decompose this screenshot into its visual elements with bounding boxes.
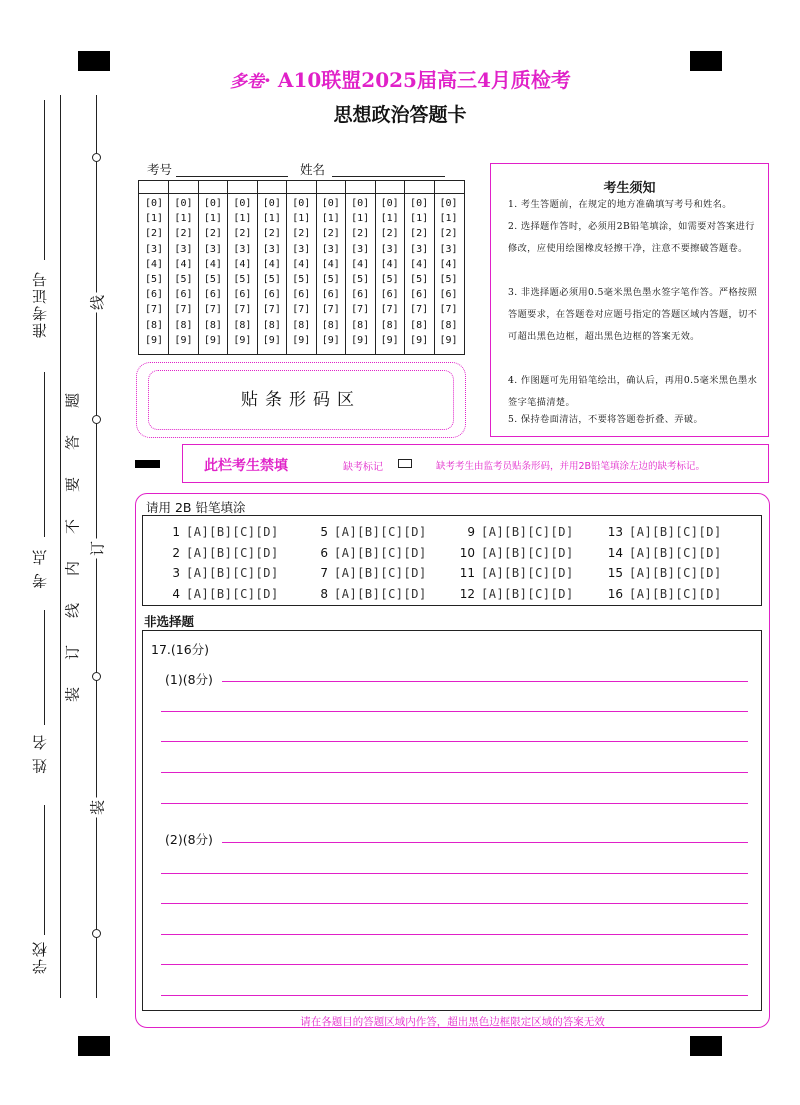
digit-bubble[interactable]: [4] xyxy=(439,258,458,270)
choice-number: 14 xyxy=(607,545,623,560)
warn-char-4: 不 xyxy=(63,519,82,535)
digit-bubble[interactable]: [2] xyxy=(351,228,370,240)
digit-bubble[interactable]: [9] xyxy=(439,334,458,346)
digit-bubble[interactable]: [4] xyxy=(233,258,252,270)
digit-bubble[interactable]: [4] xyxy=(292,258,311,270)
binding-hole-2 xyxy=(92,415,101,424)
essay-heading: 非选择题 xyxy=(144,614,195,629)
digit-bubble[interactable]: [7] xyxy=(380,304,399,316)
choice-question[interactable] xyxy=(455,566,574,580)
digit-bubble[interactable]: [6] xyxy=(174,289,193,301)
choice-options[interactable]: [A][B][C][D] xyxy=(186,586,279,601)
choice-options[interactable]: [A][B][C][D] xyxy=(334,545,427,560)
digit-bubble[interactable]: [0] xyxy=(292,198,311,209)
digit-bubble[interactable]: [7] xyxy=(262,304,281,316)
digit-bubble[interactable]: [3] xyxy=(262,243,281,255)
field-site-blank xyxy=(44,372,45,537)
choice-number: 15 xyxy=(607,566,623,580)
digit-bubble[interactable]: [7] xyxy=(233,304,252,316)
digit-bubble[interactable]: [6] xyxy=(203,289,222,301)
digit-bubble[interactable]: [6] xyxy=(292,289,311,301)
digit-bubble[interactable]: [1] xyxy=(292,213,311,225)
binding-hole-3 xyxy=(92,672,101,681)
warn-char-3: 要 xyxy=(63,477,82,493)
digit-bubble[interactable]: [7] xyxy=(439,304,458,316)
field-exam-no-label: 准考证号 xyxy=(31,270,49,338)
choice-options[interactable]: [A][B][C][D] xyxy=(629,545,722,560)
forbid-box xyxy=(182,444,769,483)
digit-bubble[interactable]: [1] xyxy=(351,213,370,225)
digit-bubble[interactable]: [6] xyxy=(144,289,164,301)
digit-bubble[interactable]: [9] xyxy=(351,334,370,346)
digit-bubble[interactable]: [4] xyxy=(262,258,281,270)
grid-write-row[interactable] xyxy=(139,181,464,194)
digit-bubble[interactable]: [5] xyxy=(174,274,193,285)
cut-mark-bind: 订 xyxy=(87,539,108,559)
digit-bubble[interactable]: [8] xyxy=(262,319,281,331)
digit-bubble[interactable]: [4] xyxy=(321,258,340,270)
digit-bubble[interactable]: [8] xyxy=(233,319,252,331)
field-exam-no-blank xyxy=(44,100,45,260)
digit-bubble[interactable]: [1] xyxy=(174,213,193,225)
field-name-blank xyxy=(44,610,45,725)
binding-hole-4 xyxy=(92,929,101,938)
digit-bubble[interactable]: [6] xyxy=(321,289,340,301)
choice-question[interactable] xyxy=(455,546,574,560)
exam-number-grid xyxy=(138,180,465,355)
digit-bubble[interactable]: [3] xyxy=(144,243,164,255)
absent-note: 缺考考生由监考员贴条形码，并用2B铅笔填涂左边的缺考标记。 xyxy=(436,461,706,472)
choice-number: 5 xyxy=(320,525,328,539)
choice-options[interactable]: [A][B][C][D] xyxy=(186,525,279,539)
digit-bubble[interactable]: [3] xyxy=(292,243,311,255)
choice-options[interactable]: [A][B][C][D] xyxy=(334,525,427,539)
choice-question[interactable] xyxy=(308,587,427,601)
digit-bubble[interactable]: [6] xyxy=(380,289,399,301)
digit-bubble[interactable]: [3] xyxy=(380,243,399,255)
choice-question[interactable] xyxy=(308,525,427,539)
choice-number: 16 xyxy=(607,586,623,601)
digit-bubble[interactable]: [6] xyxy=(439,289,458,301)
choice-options[interactable]: [A][B][C][D] xyxy=(481,525,574,539)
absent-label: 缺考标记 xyxy=(343,462,383,473)
digit-bubble[interactable]: [8] xyxy=(174,319,193,331)
digit-bubble[interactable]: [4] xyxy=(203,258,222,270)
choice-question[interactable] xyxy=(603,546,722,560)
digit-bubble[interactable]: [4] xyxy=(174,258,193,270)
answer-line-2[interactable] xyxy=(161,711,748,712)
notice-item-5: 5. 保持卷面清洁，不要将答题卷折叠、弄破。 xyxy=(508,414,704,425)
choice-options[interactable]: [A][B][C][D] xyxy=(481,586,574,601)
choice-question[interactable] xyxy=(160,587,279,601)
digit-bubble[interactable]: [5] xyxy=(144,274,164,285)
warn-char-6: 线 xyxy=(63,603,82,619)
digit-bubble[interactable]: [7] xyxy=(144,304,164,316)
notice-title: 考生须知 xyxy=(603,181,656,196)
digit-bubble[interactable]: [2] xyxy=(321,228,340,240)
warn-char-7: 订 xyxy=(63,645,82,661)
digit-bubble[interactable]: [1] xyxy=(380,213,399,225)
digit-bubble[interactable]: [8] xyxy=(351,319,370,331)
answer-line-7[interactable] xyxy=(161,873,748,874)
answer-line-5[interactable] xyxy=(161,803,748,804)
choice-question[interactable] xyxy=(455,525,574,539)
digit-bubble[interactable]: [1] xyxy=(321,213,340,225)
digit-bubble[interactable]: [4] xyxy=(144,258,164,270)
corner-marker-bottom-left xyxy=(78,1036,110,1056)
corner-marker-bottom-right xyxy=(690,1036,722,1056)
digit-bubble[interactable]: [1] xyxy=(203,213,222,225)
warn-char-8: 装 xyxy=(63,687,82,703)
binding-line-outer xyxy=(60,95,61,998)
warn-char-5: 内 xyxy=(63,561,82,577)
choice-options[interactable]: [A][B][C][D] xyxy=(334,566,427,580)
digit-bubble[interactable]: [2] xyxy=(174,228,193,240)
choice-number: 11 xyxy=(459,566,475,580)
digit-bubble[interactable]: [7] xyxy=(351,304,370,316)
choice-options[interactable]: [A][B][C][D] xyxy=(629,586,722,601)
choice-number: 8 xyxy=(320,586,328,601)
digit-bubble[interactable]: [4] xyxy=(410,258,429,270)
choice-options[interactable]: [A][B][C][D] xyxy=(334,586,427,601)
digit-bubble[interactable]: [1] xyxy=(410,213,429,225)
choice-question[interactable] xyxy=(308,546,427,560)
digit-bubble[interactable]: [2] xyxy=(262,228,281,240)
header-title-row xyxy=(230,64,650,93)
digit-bubble[interactable]: [2] xyxy=(380,228,399,240)
field-site-label: 考 点 xyxy=(31,548,49,589)
digit-bubble[interactable]: [8] xyxy=(380,319,399,331)
cut-mark-stitch: 装 xyxy=(87,798,108,818)
digit-bubble[interactable]: [5] xyxy=(410,274,429,285)
binding-warning-column xyxy=(62,380,82,720)
name-label: 姓名 xyxy=(300,162,326,177)
digit-bubble[interactable]: [3] xyxy=(174,243,193,255)
choice-question[interactable] xyxy=(603,566,722,580)
answer-line-3[interactable] xyxy=(161,741,748,742)
digit-bubble[interactable]: [5] xyxy=(203,274,222,285)
answer-line-6[interactable] xyxy=(222,842,748,843)
exam-no-input-line[interactable] xyxy=(176,176,288,177)
digit-bubble[interactable]: [6] xyxy=(262,289,281,301)
digit-bubble[interactable]: [4] xyxy=(351,258,370,270)
digit-bubble[interactable]: [5] xyxy=(233,274,252,285)
digit-bubble[interactable]: [0] xyxy=(203,198,222,209)
choice-question[interactable] xyxy=(308,566,427,580)
choice-number: 2 xyxy=(172,545,180,560)
digit-bubble[interactable]: [2] xyxy=(439,228,458,240)
digit-bubble[interactable]: [8] xyxy=(439,319,458,331)
digit-bubble[interactable]: [9] xyxy=(174,334,193,346)
choice-number: 3 xyxy=(172,566,180,580)
choice-heading: 请用 2B 铅笔填涂 xyxy=(146,500,246,515)
digit-bubble[interactable]: [2] xyxy=(292,228,311,240)
exam-no-label: 考号 xyxy=(147,162,173,177)
choice-number: 12 xyxy=(459,586,475,601)
notice-item-3: 3. 非选择题必须用0.5毫米黑色墨水签字笔作答。严格按照答题要求，在答题卷对应题号指定的答题区域内答题，切不可超出黑色边框，超出黑色边框的答案无效。 xyxy=(508,287,758,342)
field-school-blank xyxy=(44,805,45,935)
choice-number: 1 xyxy=(172,525,180,539)
choice-number: 13 xyxy=(607,525,623,539)
digit-bubble[interactable]: [8] xyxy=(144,319,164,331)
notice-box xyxy=(490,163,769,437)
digit-bubble[interactable]: [7] xyxy=(321,304,340,316)
choice-options[interactable]: [A][B][C][D] xyxy=(481,566,574,580)
field-name-label: 姓 名 xyxy=(31,733,49,774)
warn-char-2: 答 xyxy=(63,435,82,451)
digit-bubble[interactable]: [9] xyxy=(321,334,340,346)
choice-question[interactable] xyxy=(603,525,722,539)
digit-bubble[interactable]: [5] xyxy=(380,274,399,285)
digit-bubble[interactable]: [1] xyxy=(262,213,281,225)
digit-bubble[interactable]: [0] xyxy=(321,198,340,209)
digit-bubble[interactable]: [5] xyxy=(439,274,458,285)
digit-bubble[interactable]: [6] xyxy=(233,289,252,301)
timing-mark xyxy=(135,460,160,468)
digit-bubble[interactable]: [6] xyxy=(410,289,429,301)
digit-bubble[interactable]: [9] xyxy=(203,334,222,346)
digit-bubble[interactable]: [7] xyxy=(203,304,222,316)
digit-bubble[interactable]: [3] xyxy=(410,243,429,255)
digit-bubble[interactable]: [6] xyxy=(351,289,370,301)
digit-bubble[interactable]: [5] xyxy=(262,274,281,285)
digit-bubble[interactable]: [3] xyxy=(321,243,340,255)
brand-logo: 多卷 xyxy=(230,72,264,92)
question-17-label: 17.(16分) xyxy=(151,642,210,657)
digit-bubble[interactable]: [9] xyxy=(292,334,311,346)
digit-bubble[interactable]: [5] xyxy=(292,274,311,285)
choice-number: 10 xyxy=(459,545,475,560)
digit-bubble[interactable]: [0] xyxy=(351,198,370,209)
notice-item-1: 1. 考生答题前，在规定的地方准确填写考号和姓名。 xyxy=(508,199,732,210)
choice-number: 7 xyxy=(320,566,328,580)
digit-bubble[interactable]: [8] xyxy=(321,319,340,331)
digit-bubble[interactable]: [8] xyxy=(203,319,222,331)
notice-item-2: 2. 选择题作答时，必须用2B铅笔填涂，如需要对答案进行修改，应使用绘图橡皮轻擦干净，注意不要擦破答题卷。 xyxy=(508,221,755,254)
binding-hole-1 xyxy=(92,153,101,162)
choice-question[interactable] xyxy=(160,546,279,560)
choice-box xyxy=(142,515,762,606)
digit-bubble[interactable]: [9] xyxy=(233,334,252,346)
digit-bubble[interactable]: [0] xyxy=(144,198,164,209)
digit-bubble[interactable]: [0] xyxy=(233,198,252,209)
choice-number: 4 xyxy=(172,586,180,601)
digit-bubble[interactable]: [0] xyxy=(410,198,429,209)
choice-options[interactable]: [A][B][C][D] xyxy=(186,545,279,560)
cut-mark-line: 线 xyxy=(87,293,108,313)
digit-bubble[interactable]: [2] xyxy=(144,228,164,240)
digit-bubble[interactable]: [4] xyxy=(380,258,399,270)
choice-options[interactable]: [A][B][C][D] xyxy=(629,525,722,539)
digit-bubble[interactable]: [8] xyxy=(410,319,429,331)
choice-number: 9 xyxy=(467,525,475,539)
name-input-line[interactable] xyxy=(332,176,445,177)
digit-bubble[interactable]: [0] xyxy=(174,198,193,209)
choice-question[interactable] xyxy=(160,566,279,580)
digit-bubble[interactable]: [9] xyxy=(410,334,429,346)
header-title: · A10联盟2025届高三4月质检考 xyxy=(264,68,571,92)
digit-bubble[interactable]: [0] xyxy=(262,198,281,209)
digit-bubble[interactable]: [5] xyxy=(351,274,370,285)
barcode-label: 贴条形码区 xyxy=(241,390,361,410)
choice-question[interactable] xyxy=(455,587,574,601)
barcode-area[interactable] xyxy=(136,362,466,438)
choice-options[interactable]: [A][B][C][D] xyxy=(186,566,279,580)
digit-bubble[interactable]: [7] xyxy=(410,304,429,316)
answer-line-10[interactable] xyxy=(161,964,748,965)
warn-char-1: 题 xyxy=(63,393,82,409)
digit-bubble[interactable]: [2] xyxy=(410,228,429,240)
footer-note: 请在各题目的答题区域内作答，超出黑色边框限定区域的答案无效 xyxy=(300,1016,605,1028)
choice-question[interactable] xyxy=(160,525,279,539)
digit-bubble[interactable]: [2] xyxy=(233,228,252,240)
digit-bubble[interactable]: [1] xyxy=(233,213,252,225)
header xyxy=(0,64,800,134)
choice-options[interactable]: [A][B][C][D] xyxy=(481,545,574,560)
part-1-label: (1)(8分) xyxy=(165,672,213,687)
answer-line-9[interactable] xyxy=(161,934,748,935)
digit-bubble[interactable]: [7] xyxy=(174,304,193,316)
digit-bubble[interactable]: [9] xyxy=(144,334,164,346)
header-subtitle: 思想政治答题卡 xyxy=(333,104,467,126)
digit-bubble[interactable]: [1] xyxy=(439,213,458,225)
digit-bubble[interactable]: [7] xyxy=(292,304,311,316)
digit-bubble[interactable]: [0] xyxy=(380,198,399,209)
digit-bubble[interactable]: [3] xyxy=(233,243,252,255)
digit-bubble[interactable]: [3] xyxy=(439,243,458,255)
digit-bubble[interactable]: [0] xyxy=(439,198,458,209)
choice-question[interactable] xyxy=(603,587,722,601)
digit-bubble[interactable]: [9] xyxy=(262,334,281,346)
digit-bubble[interactable]: [8] xyxy=(292,319,311,331)
part-2-label: (2)(8分) xyxy=(165,832,213,847)
answer-line-1[interactable] xyxy=(222,681,748,682)
digit-bubble[interactable]: [2] xyxy=(203,228,222,240)
field-school-label: 学校 xyxy=(31,940,49,974)
answer-line-4[interactable] xyxy=(161,772,748,773)
answer-line-8[interactable] xyxy=(161,903,748,904)
digit-bubble[interactable]: [3] xyxy=(351,243,370,255)
choice-options[interactable]: [A][B][C][D] xyxy=(629,566,722,580)
digit-bubble[interactable]: [3] xyxy=(203,243,222,255)
digit-bubble[interactable]: [5] xyxy=(321,274,340,285)
digit-bubble[interactable]: [9] xyxy=(380,334,399,346)
absent-checkbox[interactable] xyxy=(398,459,412,468)
essay-box xyxy=(142,630,762,1011)
notice-item-4: 4. 作图题可先用铅笔绘出，确认后，再用0.5毫米黑色墨水签字笔描清楚。 xyxy=(508,375,758,408)
forbid-label: 此栏考生禁填 xyxy=(204,458,288,474)
choice-number: 6 xyxy=(320,545,328,560)
digit-bubble[interactable]: [1] xyxy=(144,213,164,225)
answer-line-11[interactable] xyxy=(161,995,748,996)
